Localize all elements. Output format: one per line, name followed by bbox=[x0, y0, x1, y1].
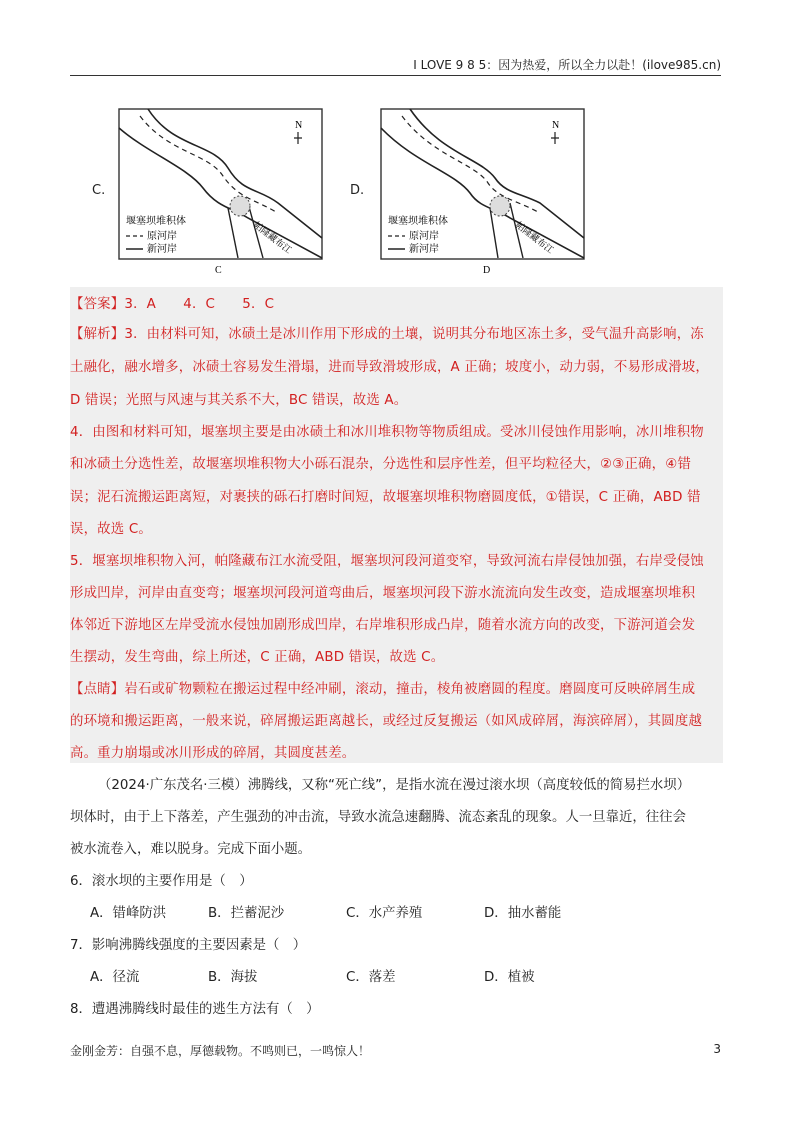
analysis-line-4: 4．由图和材料可知，堰塞坝主要是由冰碛土和冰川堆积物等物质组成。受冰川侵蚀作用影响，冰川堆积物 bbox=[70, 425, 704, 440]
analysis-line-3: D 错误；光照与风速与其关系不大，BC 错误，故选 A。 bbox=[70, 393, 408, 408]
answer-line bbox=[70, 293, 274, 312]
tips-line-3: 高。重力崩塌或冰川形成的碎屑，其圆度甚差。 bbox=[70, 746, 356, 761]
page-header bbox=[70, 55, 721, 76]
q6-option-d[interactable]: D．抽水蓄能 bbox=[484, 906, 562, 921]
legend-new-c: 新河岸 bbox=[147, 244, 177, 255]
analysis-line-10: 体邻近下游地区左岸受流水侵蚀加剧形成凹岸，右岸堆积形成凸岸，随着水流方向的改变，下游河道会发 bbox=[70, 618, 696, 633]
caption-c: C bbox=[215, 265, 222, 276]
analysis-label: 【解析】 bbox=[70, 327, 125, 342]
analysis-line-7: 误，故选 C。 bbox=[70, 522, 152, 537]
analysis-line-11: 生摆动，发生弯曲，综上所述，C 正确，ABD 错误，故选 C。 bbox=[70, 650, 445, 665]
answer-text: 3．A 4．C 5．C bbox=[124, 297, 275, 312]
option-d-label: D. bbox=[350, 183, 365, 198]
analysis-line-9: 形成凹岸，河岸由直变弯；堰塞坝河段河道弯曲后，堰塞坝河段下游水流流向发生改变，造成堰塞坝堆积 bbox=[70, 586, 696, 601]
north-d: N bbox=[552, 120, 560, 131]
river-c: 帕隆藏布江 bbox=[251, 219, 294, 256]
q7-option-b[interactable]: B．海拔 bbox=[208, 970, 258, 985]
map-d bbox=[380, 108, 585, 286]
footer-motto: 金刚金芳：自强不息，厚德载物。不鸣则已，一鸣惊人！ bbox=[70, 1044, 371, 1058]
river-d: 帕隆藏布江 bbox=[513, 219, 556, 256]
question-7-stem: 7．影响沸腾线强度的主要因素是（ ） bbox=[70, 938, 307, 953]
question-6-stem: 6．滚水坝的主要作用是（ ） bbox=[70, 874, 253, 889]
legend-old-d: 原河岸 bbox=[409, 231, 439, 242]
option-c-label: C. bbox=[92, 183, 106, 198]
q6-option-a[interactable]: A．错峰防洪 bbox=[90, 906, 167, 921]
answer-label: 【答案】 bbox=[70, 297, 125, 312]
q6-option-c[interactable]: C．水产养殖 bbox=[346, 906, 423, 921]
analysis-line-2: 土融化，融水增多，冰碛土容易发生滑塌，进而导致滑坡形成，A 正确；坡度小，动力弱，不易形成滑坡， bbox=[70, 360, 709, 375]
legend-old-c: 原河岸 bbox=[147, 231, 177, 242]
tips-label: 【点睛】 bbox=[70, 682, 125, 697]
q7-option-d[interactable]: D．植被 bbox=[484, 970, 535, 985]
passage-line-2: 坝体时，由于上下落差，产生强劲的冲击流，导致水流急速翻腾、流态紊乱的现象。人一旦靠近，往往会 bbox=[70, 810, 686, 825]
legend-new-d: 新河岸 bbox=[409, 244, 439, 255]
analysis-line-6: 误；泥石流搬运距离短，对裹挟的砾石打磨时间短，故堰塞坝堆积物磨圆度低，①错误，C 正确，ABD 错 bbox=[70, 490, 701, 505]
q7-option-c[interactable]: C．落差 bbox=[346, 970, 396, 985]
q6-option-b[interactable]: B．拦蓄泥沙 bbox=[208, 906, 285, 921]
figure-d bbox=[380, 108, 585, 286]
caption-d: D bbox=[483, 265, 491, 276]
analysis-line-1: 【解析】3．由材料可知，冰碛土是冰川作用下形成的土壤，说明其分布地区冻土多，受气温升高影响，冻 bbox=[70, 327, 704, 342]
analysis-line-8: 5．堰塞坝堆积物入河，帕隆藏布江水流受阻，堰塞坝河段河道变窄，导致河流右岸侵蚀加强，右岸受侵蚀 bbox=[70, 554, 704, 569]
header-text: I LOVE 9 8 5：因为热爱，所以全力以赴！(ilove985.cn) bbox=[413, 58, 721, 72]
figure-c bbox=[118, 108, 323, 286]
north-c: N bbox=[295, 120, 303, 131]
tips-line-1: 【点睛】岩石或矿物颗粒在搬运过程中经冲刷，滚动，撞击，棱角被磨圆的程度。磨圆度可反映碎屑生成 bbox=[70, 682, 696, 697]
analysis-line-5: 和冰碛土分选性差，故堰塞坝堆积物大小砾石混杂，分选性和层序性差，但平均粒径大，②③正确，④错 bbox=[70, 457, 692, 472]
legend-title-c: 堰塞坝堆积体 bbox=[126, 216, 186, 227]
passage-line-1: （2024·广东茂名·三模）沸腾线，又称“死亡线”，是指水流在漫过滚水坝（高度较低的简易拦水坝） bbox=[98, 778, 691, 793]
question-8-stem: 8．遭遇沸腾线时最佳的逃生方法有（ ） bbox=[70, 1002, 320, 1017]
map-c bbox=[118, 108, 323, 286]
tips-line-2: 的环境和搬运距离，一般来说，碎屑搬运距离越长，或经过反复搬运（如风成碎屑，海滨碎屑），其圆度越 bbox=[70, 714, 703, 729]
q7-option-a[interactable]: A．径流 bbox=[90, 970, 140, 985]
page-number: 3 bbox=[713, 1042, 721, 1056]
passage-line-3: 被水流卷入，难以脱身。完成下面小题。 bbox=[70, 842, 312, 857]
legend-title-d: 堰塞坝堆积体 bbox=[388, 216, 448, 227]
